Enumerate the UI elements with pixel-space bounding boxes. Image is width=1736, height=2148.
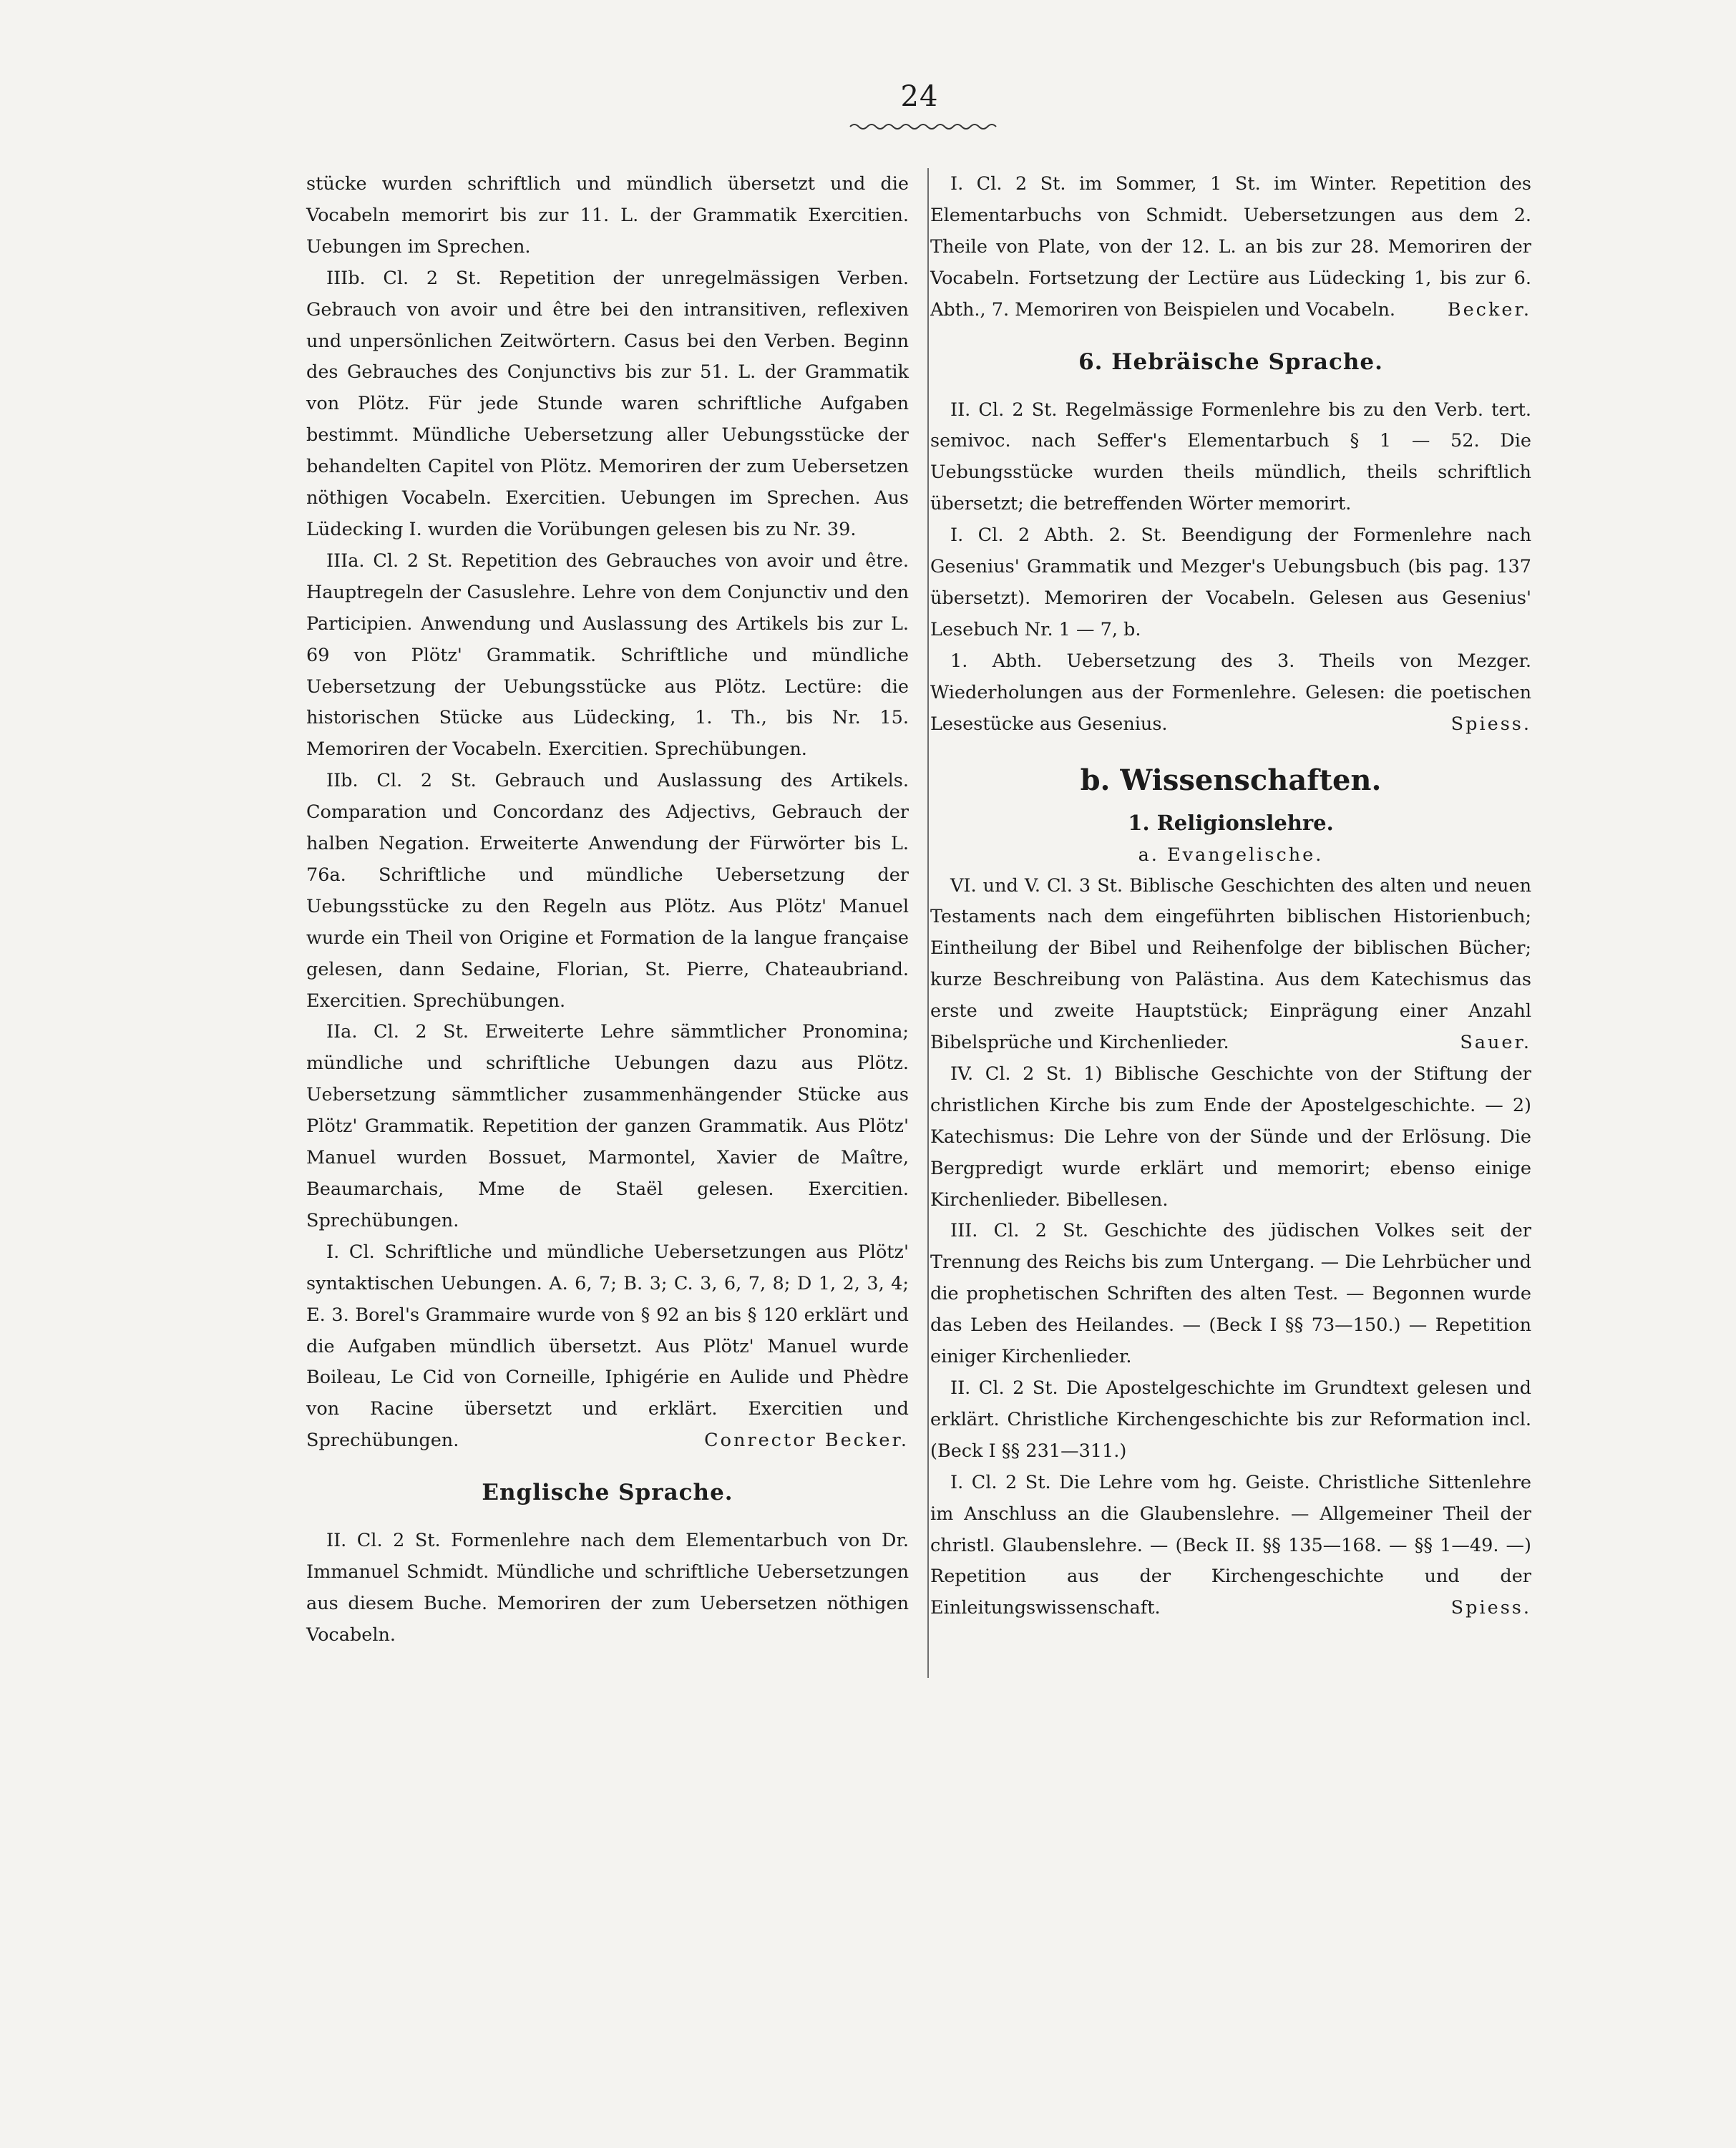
signature-spiess-religion: Spiess. <box>1450 1597 1531 1619</box>
paragraph-iiib-french: IIIb. Cl. 2 St. Repetition der unregelmässigen Verben. Gebrauch von avoir und être bei den intransitiven, reflexiven und unpersönlichen Zeitwörtern. Casus bei den Verben. Beginn des Gebrauches des Conjunctivs bis zur 51. L. der Grammatik von Plötz. Für jede Stunde waren schriftliche Aufgaben bestimmt. Mündliche Uebersetzung aller Uebungsstücke der behandelten Capitel von Plötz. Memoriren der zum Uebersetzen nöthigen Vocabeln. Exercitien. Uebungen im Sprechen. Aus Lüdecking I. wurden die Vorübungen gelesen bis zu Nr. 39. <box>306 267 909 540</box>
paragraph-i-french-text: I. Cl. Schriftliche und mündliche Uebersetzungen aus Plötz' syntaktischen Uebungen. A. 6, 7; B. 3; C. 3, 6, 7, 8; D 1, 2, 3, 4; E. 3. Borel's Grammaire wurde von § 92 an bis § 120 erklärt und die Aufgaben mündlich übersetzt. Aus Plötz' Manuel wurde Boileau, Le Cid von Corneille, Iphigérie en Aulide und Phèdre von Racine übersetzt und erklärt. Exercitien und Sprechübungen. <box>306 1241 909 1452</box>
signature-spiess: Spiess. <box>1450 713 1531 735</box>
page-number: 24 <box>900 80 939 113</box>
paragraph-ii-english: II. Cl. 2 St. Formenlehre nach dem Elementarbuch von Dr. Immanuel Schmidt. Mündliche und schriftliche Uebersetzungen aus diesem Buche. Memoriren der zum Uebersetzen nöthigen Vocabeln. <box>306 1530 909 1646</box>
left-column <box>306 169 909 1651</box>
column-divider <box>927 168 929 1678</box>
paragraph-i-religion <box>930 1468 1531 1625</box>
section-heading-english: Englische Sprache. <box>482 1480 733 1506</box>
paragraph-iv-religion: IV. Cl. 2 St. 1) Biblische Geschichte von der Stiftung der christlichen Kirche bis zum Ende der Apostelgeschichte. — 2) Katechismus: Die Lehre von der Sünde und der Erlösung. Die Bergpredigt wurde erklärt und memorirt; ebenso einige Kirchenlieder. Bibellesen. <box>930 1063 1531 1211</box>
paragraph-i-hebrew-abth1 <box>930 646 1531 741</box>
paragraph-i-english-text: I. Cl. 2 St. im Sommer, 1 St. im Winter. Repetition des Elementarbuchs von Schmidt. Uebersetzungen aus dem 2. Theile von Plate, von der 12. L. an bis zur 28. Memoriren der Vocabeln. Fortsetzung der Lectüre aus Lüdecking 1, bis zur 6. Abth., 7. Memoriren von Beispielen und Vocabeln. <box>930 173 1531 321</box>
paragraph-vocab-continuation: stücke wurden schriftlich und mündlich übersetzt und die Vocabeln memorirt bis zur 11. L. der Grammatik Exercitien. Uebungen im Sprechen. <box>306 173 909 258</box>
paragraph-ii-religion: II. Cl. 2 St. Die Apostelgeschichte im Grundtext gelesen und erklärt. Christliche Kirchengeschichte bis zur Reformation incl. (Beck I §§ 231—311.) <box>930 1377 1531 1462</box>
right-column <box>930 169 1531 1624</box>
paragraph-vi-v-religion <box>930 871 1531 1059</box>
paragraph-i-english <box>930 169 1531 326</box>
signature-sauer: Sauer. <box>1460 1032 1531 1054</box>
section-heading-sciences: b. Wissenschaften. <box>1080 763 1382 797</box>
paragraph-i-religion-text: I. Cl. 2 St. Die Lehre vom hg. Geiste. Christliche Sittenlehre im Anschluss an die Glaubenslehre. — Allgemeiner Theil der christl. Glaubenslehre. — (Beck II. §§ 135—168. — §§ 1—49. —) Repetition aus der Kirchengeschichte und der Einleitungswissenschaft. <box>930 1471 1531 1619</box>
section-heading-hebrew: 6. Hebräische Sprache. <box>1078 348 1383 375</box>
section-heading-evangelical: a. Evangelische. <box>1138 844 1324 866</box>
signature-conrector-becker: Conrector Becker. <box>704 1430 909 1452</box>
paragraph-iii-religion: III. Cl. 2 St. Geschichte des jüdischen Volkes seit der Trennung des Reichs bis zum Untergang. — Die Lehrbücher und die prophetischen Schriften des alten Test. — Begonnen wurde das Leben des Heilandes. — (Beck I §§ 73—150.) — Repetition einiger Kirchenlieder. <box>930 1220 1531 1368</box>
paragraph-iiia-french: IIIa. Cl. 2 St. Repetition des Gebrauches von avoir und être. Hauptregeln der Casuslehre. Lehre von dem Conjunctiv und den Participien. Anwendung und Auslassung des Artikels bis zur L. 69 von Plötz' Grammatik. Schriftliche und mündliche Uebersetzung der Uebungsstücke aus Plötz. Lectüre: die historischen Stücke aus Lüdecking, 1. Th., bis Nr. 15. Memoriren der Vocabeln. Exercitien. Sprechübungen. <box>306 550 909 761</box>
paragraph-iia-french: IIa. Cl. 2 St. Erweiterte Lehre sämmtlicher Pronomina; mündliche und schriftliche Uebungen dazu aus Plötz. Uebersetzung sämmtlicher zusammenhängender Stücke aus Plötz' Grammatik. Repetition der ganzen Grammatik. Aus Plötz' Manuel wurden Bossuet, Marmontel, Xavier de Maître, Beaumarchais, Mme de Staël gelesen. Exercitien. Sprechübungen. <box>306 1021 909 1231</box>
paragraph-vi-v-religion-text: VI. und V. Cl. 3 St. Biblische Geschichten des alten und neuen Testaments nach dem eingeführten biblischen Historienbuch; Eintheilung der Bibel und Reihenfolge der biblischen Bücher; kurze Beschreibung von Palästina. Aus dem Katechismus das erste und zweite Hauptstück; Einprägung einer Anzahl Bibelsprüche und Kirchenlieder. <box>930 874 1531 1054</box>
paragraph-ii-hebrew: II. Cl. 2 St. Regelmässige Formenlehre bis zu den Verb. tert. semivoc. nach Seffer's Elementarbuch § 1 — 52. Die Uebungsstücke wurden theils mündlich, theils schriftlich übersetzt; die betreffenden Wörter memorirt. <box>930 399 1531 515</box>
paragraph-i-french <box>306 1237 909 1457</box>
paragraph-i-hebrew-abth1-text: 1. Abth. Uebersetzung des 3. Theils von Mezger. Wiederholungen aus der Formenlehre. Gelesen: die poetischen Lesestücke aus Gesenius. <box>930 650 1531 735</box>
paragraph-i-hebrew-abth2: I. Cl. 2 Abth. 2. St. Beendigung der Formenlehre nach Gesenius' Grammatik und Mezger's Uebungsbuch (bis pag. 137 übersetzt). Memoriren der Vocabeln. Gelesen aus Gesenius' Lesebuch Nr. 1 — 7, b. <box>930 524 1531 640</box>
paragraph-iib-french: IIb. Cl. 2 St. Gebrauch und Auslassung des Artikels. Comparation und Concordanz des Adjectivs, Gebrauch der halben Negation. Erweiterte Anwendung der Fürwörter bis L. 76a. Schriftliche und mündliche Uebersetzung der Uebungsstücke zu den Regeln aus Plötz. Aus Plötz' Manuel wurde ein Theil von Origine et Formation de la langue française gelesen, dann Sedaine, Florian, St. Pierre, Chateaubriand. Exercitien. Sprechübungen. <box>306 770 909 1012</box>
signature-becker: Becker. <box>1447 298 1531 321</box>
section-heading-religion: 1. Religionslehre. <box>1128 810 1334 835</box>
wavy-rule-ornament <box>849 122 999 132</box>
